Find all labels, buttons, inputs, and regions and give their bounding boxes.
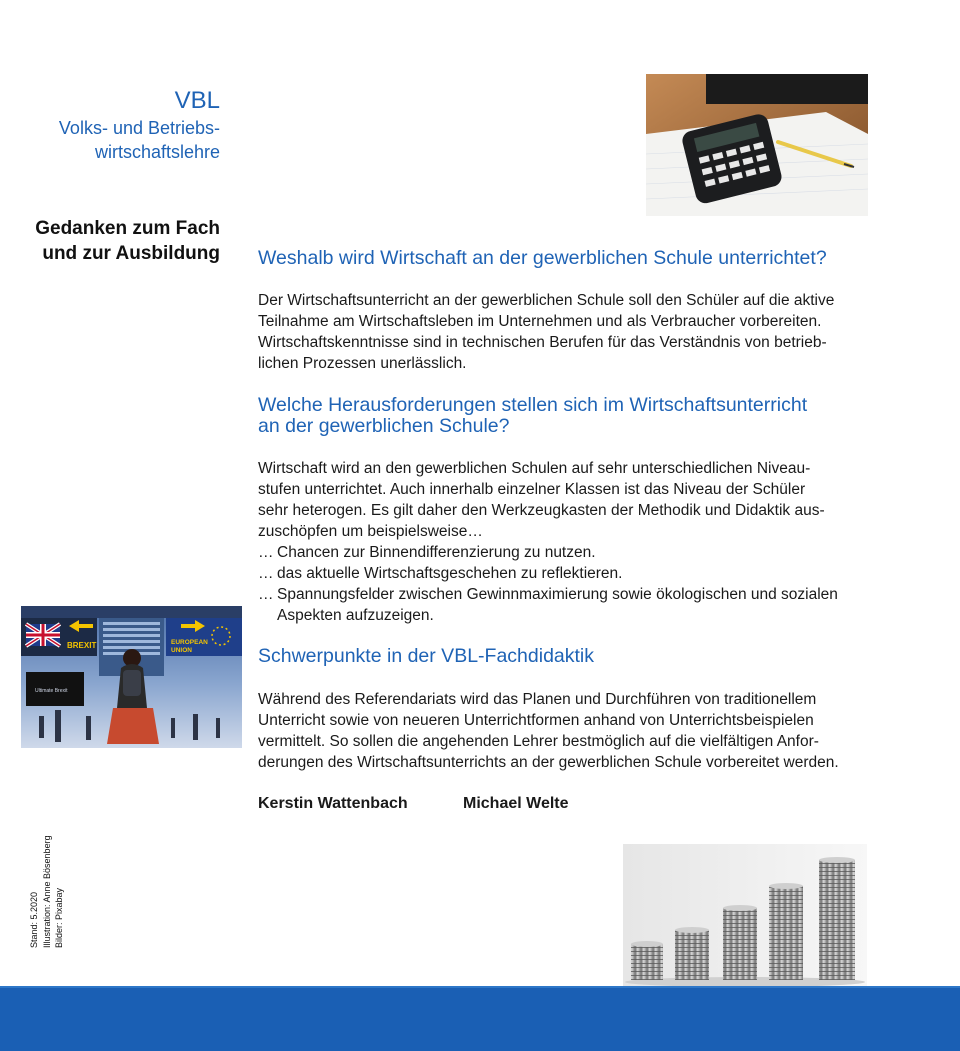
section-3-line: vermittelt. So sollen die angehenden Lehrer bestmöglich auf die vielfältigen Anfor- [258, 733, 819, 750]
section-3-line: Während des Referendariats wird das Planen und Durchführen von traditionellem [258, 691, 817, 708]
section-1-line: lichen Prozessen unerlässlich. [258, 355, 467, 372]
page-subtitle [35, 216, 220, 266]
eu-sign-text-1: EUROPEAN [171, 639, 208, 646]
list-item [258, 542, 908, 563]
author-1: Kerstin Wattenbach [258, 795, 408, 812]
section-2-line: sehr heterogen. Es gilt daher den Werkzeugkasten der Methodik und Didaktik aus- [258, 502, 825, 519]
subtitle-line-2: und zur Ausbildung [42, 243, 220, 264]
bullet-mark: … [258, 586, 274, 603]
section-2-heading-line-2: an der gewerblichen Schule? [258, 415, 510, 437]
section-1 [258, 248, 908, 269]
brand-block [59, 86, 220, 164]
list-item [258, 563, 908, 584]
image-credits [28, 835, 66, 948]
calculator-photo [646, 74, 868, 216]
bullet-mark: … [258, 544, 274, 561]
section-1-line: Teilnahme am Wirtschaftsleben im Unternehmen und als Verbraucher vorbereiten. [258, 313, 822, 330]
bullet-text: Spannungsfelder zwischen Gewinnmaximierung sowie ökologischen und sozialen [277, 586, 838, 603]
author-2: Michael Welte [463, 795, 569, 812]
section-2 [258, 395, 908, 437]
section-1-heading: Weshalb wird Wirtschaft an der gewerblichen Schule unterrichtet? [258, 247, 827, 269]
section-2-line: zuschöpfen um beispielsweise… [258, 523, 483, 540]
list-item [258, 584, 908, 605]
section-3-heading: Schwerpunkte in der VBL-Fachdidaktik [258, 645, 595, 667]
section-1-body [258, 290, 908, 374]
list-item-continuation [258, 605, 908, 626]
bullet-mark: … [258, 565, 274, 582]
section-3-line: Unterricht sowie von neueren Unterrichtformen anhand von Unterrichtsbeispielen [258, 712, 814, 729]
screen-text: Ultimate Brexit [35, 688, 68, 694]
section-2-line: stufen unterrichtet. Auch innerhalb einzelner Klassen ist das Niveau der Schüler [258, 481, 806, 498]
footer-bar [0, 986, 960, 1051]
section-3-line: derungen des Wirtschaftsunterrichts an der gewerblichen Schule vorbereitet werden. [258, 754, 839, 771]
bullet-continuation-text: Aspekten aufzuzeigen. [277, 607, 434, 624]
coins-photo [623, 844, 867, 986]
brexit-photo [21, 606, 242, 748]
section-2-heading-line-1: Welche Herausforderungen stellen sich im Wirtschaftsunterricht [258, 394, 808, 416]
brand-line-2: wirtschaftslehre [94, 142, 220, 162]
bullet-text: das aktuelle Wirtschaftsgeschehen zu reflektieren. [277, 565, 623, 582]
bullet-text: Chancen zur Binnendifferenzierung zu nutzen. [277, 544, 596, 561]
section-2-body [258, 458, 908, 626]
brexit-sign-text: BREXIT [67, 641, 97, 650]
section-1-line: Der Wirtschaftsunterricht an der gewerblichen Schule soll den Schüler auf die aktive [258, 292, 835, 309]
brand-line-1: Volks- und Betriebs- [58, 118, 220, 138]
section-3 [258, 646, 908, 667]
credit-line: Bilder: Pixabay [54, 887, 64, 948]
brand-abbr: VBL [174, 87, 220, 114]
subtitle-line-1: Gedanken zum Fach [35, 218, 220, 239]
section-3-body [258, 689, 908, 773]
credit-line: Stand: 5.2020 [29, 891, 39, 948]
credit-line: Illustration: Anne Bösenberg [41, 835, 52, 948]
eu-sign-text-2: UNION [171, 647, 192, 654]
section-1-line: Wirtschaftskenntnisse sind in technischen Berufen für das Verständnis von betrieb- [258, 334, 827, 351]
section-2-line: Wirtschaft wird an den gewerblichen Schulen auf sehr unterschiedlichen Niveau- [258, 460, 811, 477]
